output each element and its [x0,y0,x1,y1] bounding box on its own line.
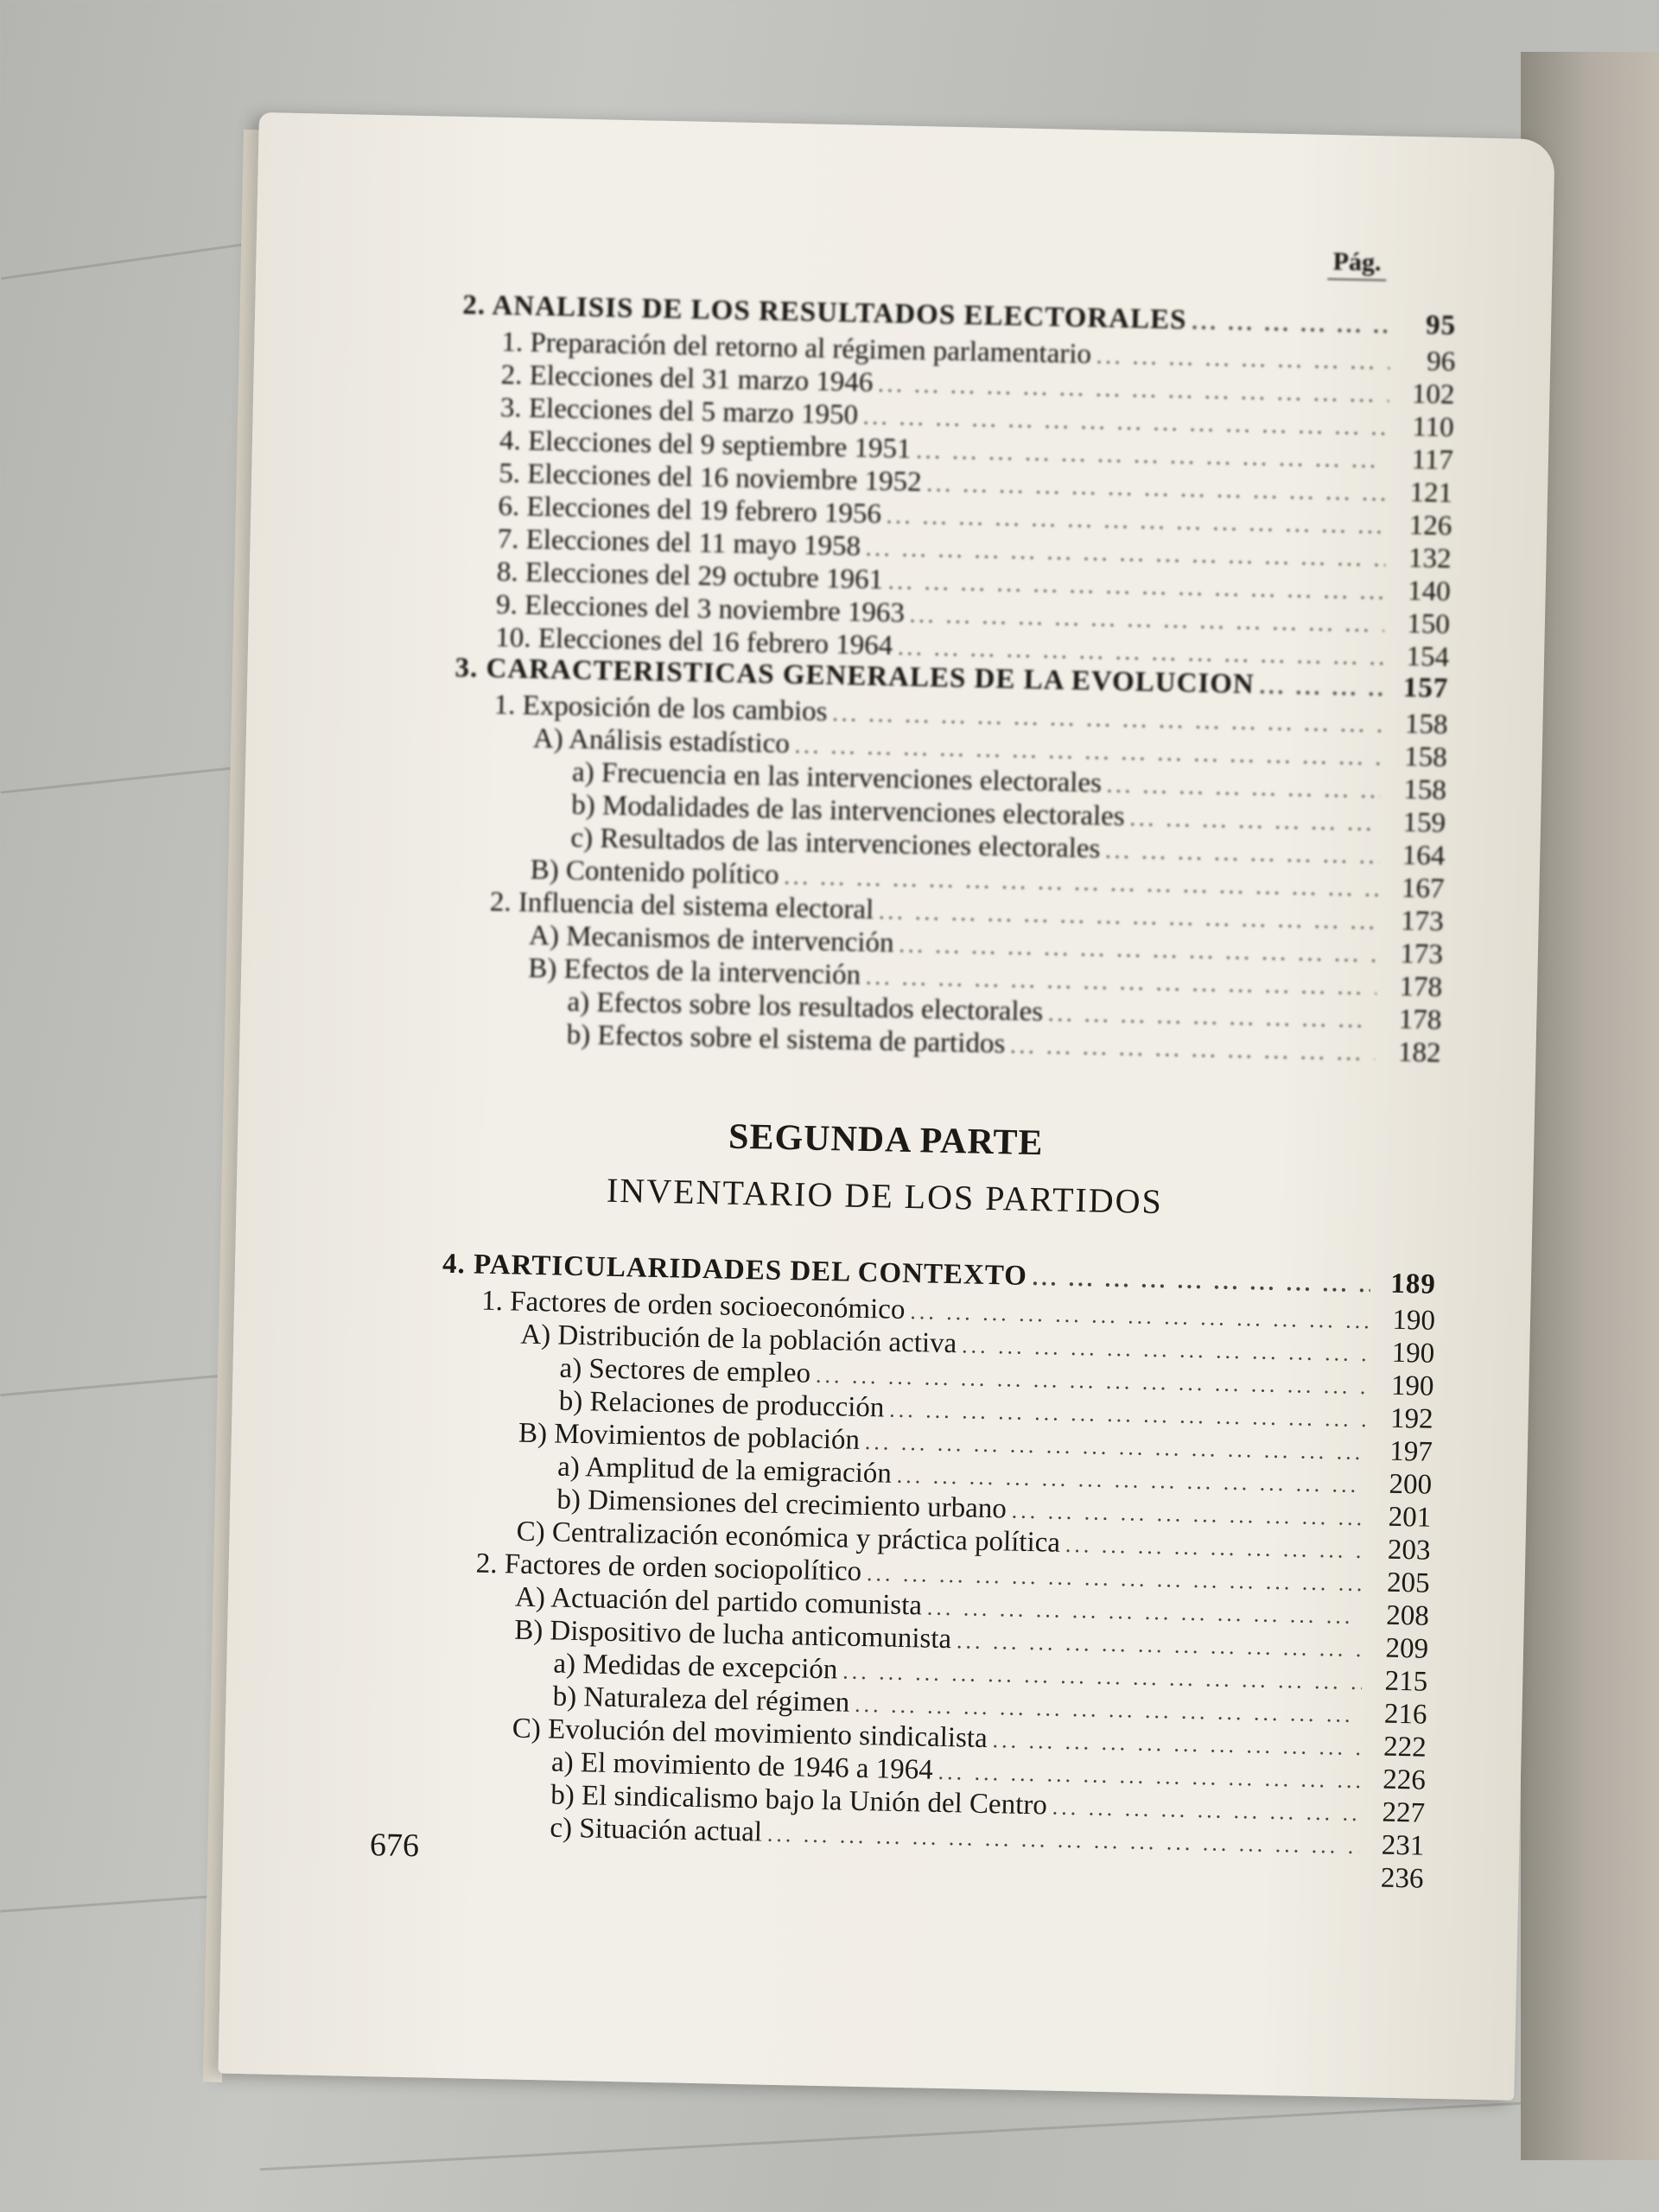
toc-entry-title: a) El movimiento de 1946 a 1964 [550,1746,934,1786]
toc-entry-title: a) Efectos sobre los resultados electorales [567,986,1044,1028]
toc-entry-page: 189 [1390,1268,1437,1300]
toc-entry-title: B) Movimientos de población [518,1417,861,1456]
toc-entry-page: 231 [1381,1829,1425,1862]
toc-entry-title: b) Efectos sobre el sistema de partidos [566,1019,1006,1060]
leader-dots [1032,1262,1370,1300]
leader-dots [1259,671,1382,704]
part-title: SEGUNDA PARTE [728,1116,1044,1164]
toc-entry-page: 178 [1399,970,1443,1003]
toc-entry-title: C) Centralización económica y práctica política [516,1516,1061,1559]
toc-entry-page: 192 [1389,1402,1433,1435]
toc-entry-title: 1. Preparación del retorno al régimen parlamentario [501,326,1092,371]
toc-entry-page: 201 [1388,1501,1432,1534]
toc-entry-title: a) Sectores de empleo [559,1352,811,1389]
toc-entry-title: B) Contenido político [530,854,779,891]
toc-entry-page: 178 [1398,1003,1442,1036]
leader-dots [1096,340,1390,378]
toc-entry-title: 4. PARTICULARIDADES DEL CONTEXTO [442,1248,1028,1292]
toc-entry-title: B) Efectos de la intervención [527,952,861,991]
toc-entry-page: 140 [1407,575,1452,607]
toc-entry-title: b) Naturaleza del régimen [552,1681,850,1719]
toc-entry-title: b) El sindicalismo bajo la Unión del Centro [550,1779,1048,1821]
toc-entry-title: 3. CARACTERISTICAS GENERALES DE LA EVOLUCION [454,652,1255,701]
toc-entry-title: A) Análisis estadístico [532,722,791,760]
toc-entry-page: 222 [1382,1731,1427,1764]
toc-entry-page: 190 [1392,1304,1436,1337]
toc-entry-page: 236 [1380,1862,1424,1895]
toc-entry-page: 132 [1408,542,1452,575]
toc-entry-title: 4. Elecciones del 9 septiembre 1951 [499,424,912,465]
toc-entry-title: 10. Elecciones del 16 febrero 1964 [494,621,893,662]
toc-entry-title: b) Modalidades de las intervenciones electorales [570,789,1126,833]
toc-entry-title: 8. Elecciones del 29 octubre 1961 [496,556,884,596]
toc-entry-page: 190 [1390,1370,1434,1402]
toc-entry-title: 2. Influencia del sistema electoral [489,886,874,926]
toc-entry-page: 209 [1385,1632,1429,1665]
toc-entry-page: 216 [1383,1698,1427,1731]
book-page [218,112,1554,2101]
toc-entry-page: 215 [1384,1665,1428,1698]
toc-entry-page: 110 [1412,411,1455,444]
toc-entry-page: 208 [1385,1599,1430,1632]
toc-entry-page: 173 [1400,905,1445,938]
toc-section-2 [455,289,1457,675]
toc-entry-title: A) Actuación del partido comunista [514,1581,923,1622]
toc-entry-title: C) Evolución del movimiento sindicalista [512,1713,988,1755]
leader-dots [1065,1529,1365,1567]
toc-entry-title: 1. Factores de orden socioeconómico [480,1285,906,1325]
toc-entry-page: 102 [1411,378,1455,411]
toc-entry-page: 150 [1407,607,1451,640]
toc-entry-title: c) Resultados de las intervenciones electorales [570,822,1101,865]
toc-entry-title: 5. Elecciones del 16 noviembre 1952 [498,457,922,499]
leader-dots [1192,307,1391,342]
toc-entry-page: 158 [1403,741,1448,773]
toc-entry-page: 121 [1409,476,1453,510]
toc-entry-title: A) Mecanismos de intervención [528,919,894,959]
toc-entry-page: 226 [1382,1764,1427,1796]
toc-entry-title: b) Dimensiones del crecimiento urbano [556,1484,1007,1525]
toc-entry-title: 9. Elecciones del 3 noviembre 1963 [495,588,906,629]
toc-entry-page: 167 [1401,872,1445,905]
toc-entry-page: 126 [1408,509,1452,543]
toc-entry-title: b) Relaciones de producción [558,1385,885,1424]
toc-section-4 [429,1249,1436,1897]
page-column-header: Pág. [1327,247,1387,281]
page-number: 676 [369,1827,420,1865]
toc-entry-title: A) Distribución de la población activa [520,1319,957,1360]
toc-entry-title: 2. Factores de orden sociopolítico [475,1548,862,1587]
toc-entry-page: 200 [1389,1468,1433,1501]
toc-entry-page: 157 [1402,671,1449,704]
toc-entry-page: 173 [1400,938,1444,970]
leader-dots [1106,770,1381,807]
leader-dots [1105,836,1380,873]
toc-entry-title: a) Frecuencia en las intervenciones electorales [571,756,1103,799]
toc-entry-page: 95 [1425,309,1457,342]
toc-entry-page: 190 [1391,1337,1435,1370]
toc-entry-title: a) Amplitud de la emigración [556,1451,893,1490]
leader-dots [1052,1792,1359,1829]
toc-entry-page: 182 [1397,1036,1441,1069]
toc-entry-title: 3. Elecciones del 5 marzo 1950 [499,391,859,431]
toc-entry-page: 159 [1402,806,1446,839]
toc-entry-page: 227 [1382,1796,1426,1829]
toc-entry-page: 203 [1387,1534,1431,1567]
toc-entry-page: 117 [1411,444,1454,477]
toc-entry-title: 7. Elecciones del 11 mayo 1958 [497,523,861,563]
toc-entry-title: 2. Elecciones del 31 marzo 1946 [500,359,874,398]
toc-entry-page: 158 [1404,708,1448,741]
toc-entry-title: B) Dispositivo de lucha anticomunista [513,1614,952,1656]
toc-entry-page: 158 [1402,773,1447,806]
toc-entry-title: c) Situación actual [550,1812,763,1848]
toc-section-3 [447,652,1448,1071]
toc-entry-page: 197 [1389,1435,1433,1468]
toc-entry-title: a) Medidas de excepción [553,1648,838,1686]
part-subtitle: INVENTARIO DE LOS PARTIDOS [606,1170,1164,1222]
toc-entry-page: 96 [1426,346,1456,378]
toc-entry-page: 164 [1402,839,1446,872]
toc-entry-title: 2. ANALISIS DE LOS RESULTADOS ELECTORALES [462,289,1187,336]
toc-entry-title: 6. Elecciones del 19 febrero 1956 [498,490,882,531]
toc-entry-page: 154 [1406,640,1450,673]
toc-entry-title: 1. Exposición de los cambios [493,689,828,728]
leader-dots [1129,803,1380,839]
leader-dots [1010,1030,1376,1069]
toc-entry-page: 205 [1386,1567,1431,1599]
